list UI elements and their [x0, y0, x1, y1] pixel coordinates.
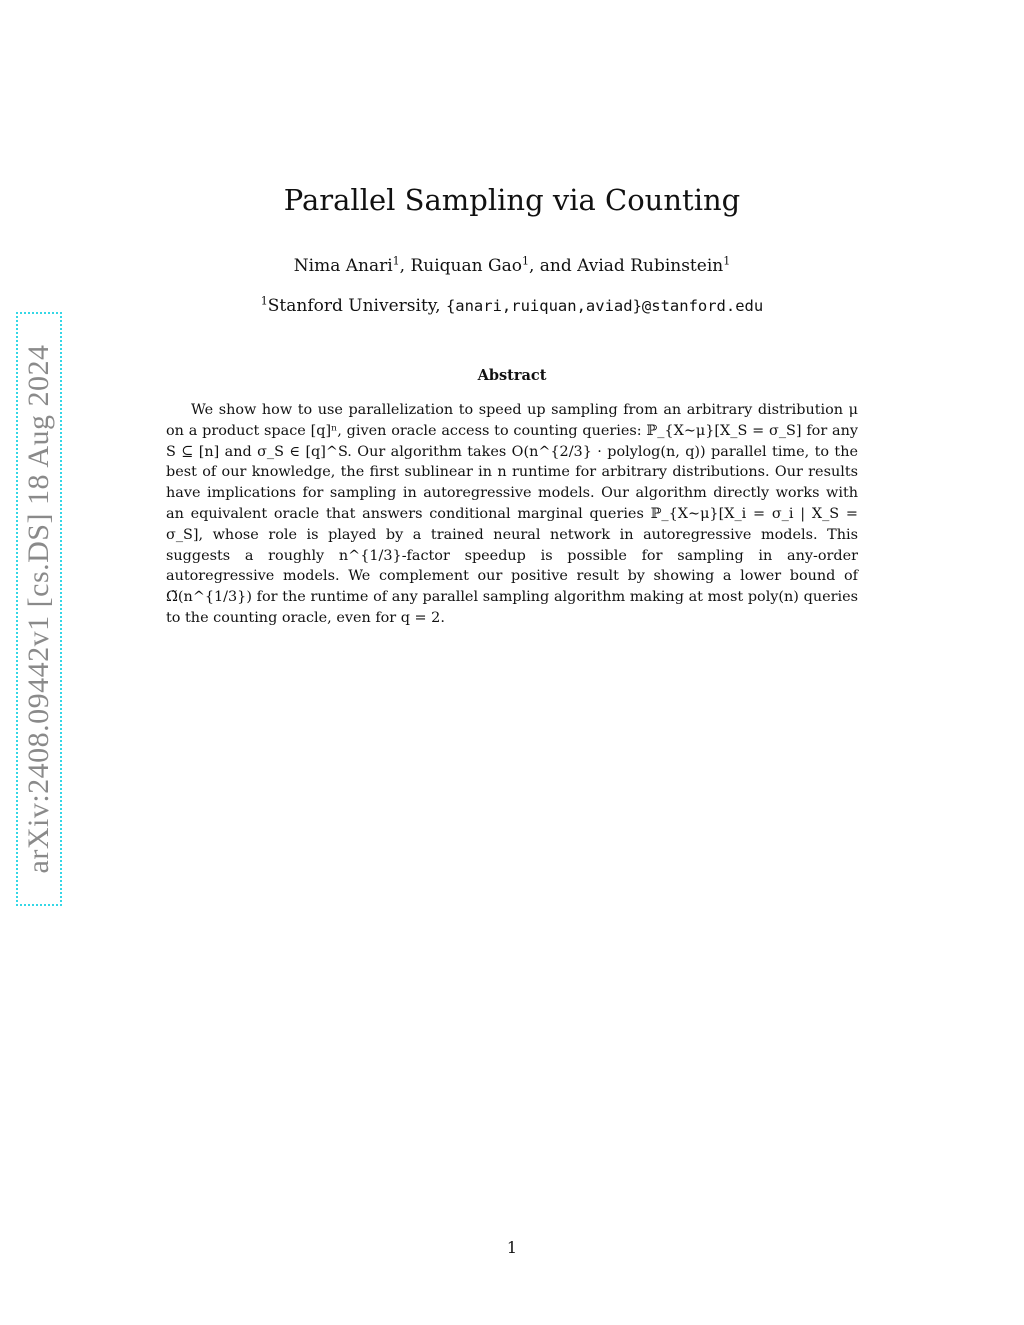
- author-separator: ,: [399, 256, 411, 276]
- abstract-text: We show how to use parallelization to speed up sampling from an arbitrary distribution μ on a product space [q]ⁿ, given oracle access to counting queries: ℙ_{X∼μ}[X_S = σ_S] for any S ⊆ [n] and σ_S ∈ [q]^S. Our algorithm takes O(n^{2/3} · polylog(n, q)) parallel time, to the best of our knowledge, the first sublinear in n runtime for arbitrary distributions. Our results have implications for sampling in autoregressive models. Our algorithm directly works with an equivalent oracle that answers conditional marginal queries ℙ_{X∼μ}[X_i = σ_i | X_S = σ_S], whose role is played by a trained neural network in autoregressive models. This suggests a roughly n^{1/3}-factor speedup is possible for sampling in any-order autoregressive models. We complement our positive result by showing a lower bound of Ω̃(n^{1/3}) for the runtime of any parallel sampling algorithm making at most poly(n) queries to the counting oracle, even for q = 2.: [166, 402, 858, 626]
- author-affiliation-mark: 1: [723, 254, 731, 268]
- arxiv-stamp: [16, 312, 62, 906]
- paper-title: Parallel Sampling via Counting: [283, 183, 741, 217]
- author-affiliation-mark: 1: [392, 254, 400, 268]
- page-number: 1: [506, 1238, 518, 1257]
- arxiv-identifier: arXiv:2408.09442v1 [cs.DS] 18 Aug 2024: [22, 344, 55, 874]
- abstract-heading: Abstract: [477, 367, 547, 384]
- author-name: Ruiquan Gao: [410, 256, 522, 276]
- affiliation-line: [0, 296, 1024, 316]
- author-name: Aviad Rubinstein: [577, 256, 724, 276]
- affiliation-institution: Stanford University,: [267, 296, 446, 316]
- author-separator: , and: [528, 256, 578, 276]
- author-affiliation-mark: 1: [521, 254, 529, 268]
- affiliation-mark: 1: [260, 294, 268, 308]
- author-list: [0, 256, 1024, 276]
- author-emails: {anari,ruiquan,aviad}@stanford.edu: [445, 297, 764, 315]
- author-name: Nima Anari: [293, 256, 393, 276]
